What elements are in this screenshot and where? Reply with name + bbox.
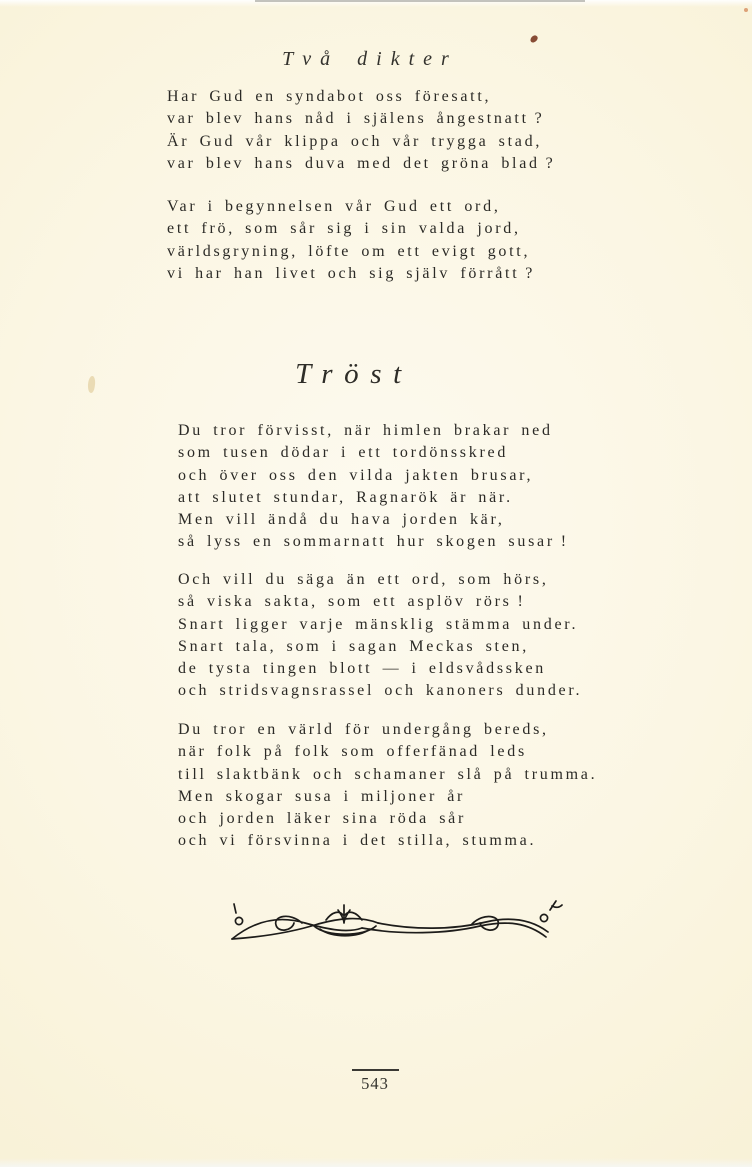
poem-line: som tusen dödar i ett tordönsskred <box>178 444 509 462</box>
poem-line: var blev hans nåd i själens ångestnatt ? <box>167 110 545 128</box>
scan-edge-bottom <box>0 1158 752 1167</box>
edge-speck <box>744 8 748 12</box>
poem-line: när folk på folk som offerfänad leds <box>178 743 527 761</box>
poem-stanza <box>178 420 569 554</box>
poem-line: de tysta tingen blott — i eldsvådssken <box>178 660 547 678</box>
poem-line: världsgryning, löfte om ett evigt gott, <box>167 242 531 260</box>
poem-line: var blev hans duva med det gröna blad ? <box>167 154 556 172</box>
poem-line: Var i begynnelsen vår Gud ett ord, <box>167 198 501 215</box>
poem-line: och vi försvinna i det stilla, stumma. <box>178 832 537 850</box>
poem-line: Du tror förvisst, när himlen brakar ned <box>178 422 553 439</box>
poem-line: och över oss den vilda jakten brusar, <box>178 466 534 484</box>
poem-line: Har Gud en syndabot oss föresatt, <box>167 88 492 105</box>
poem-line: vi har han livet och sig själv förrått ? <box>167 264 536 282</box>
poem-line: Du tror en värld för undergång bereds, <box>178 721 549 738</box>
poem-line: så viska sakta, som ett asplöv rörs ! <box>178 593 526 611</box>
running-head-title: Två dikter <box>282 48 458 70</box>
page-number: 543 <box>361 1074 389 1093</box>
page-number-rule <box>352 1069 399 1071</box>
poem-line: Men skogar susa i miljoner år <box>178 787 466 805</box>
poem-stanza <box>178 569 582 703</box>
poem-line: Snart ligger varje mänsklig stämma under. <box>178 615 579 633</box>
poem-line: Men vill ändå du hava jorden kär, <box>178 511 505 529</box>
flourish-ornament-icon <box>228 897 563 949</box>
poem-stanza <box>167 196 535 285</box>
poem-line: Snart tala, som i sagan Meckas sten, <box>178 637 529 655</box>
poem-line: att slutet stundar, Ragnarök är när. <box>178 488 513 506</box>
poem-line: till slaktbänk och schamaner slå på trumma. <box>178 765 598 783</box>
ink-speck <box>529 34 539 44</box>
scan-edge-top-line <box>255 0 585 2</box>
poem-stanza <box>178 719 597 853</box>
poem-title: Tröst <box>295 358 413 390</box>
poem-line: och jorden läker sina röda sår <box>178 810 467 828</box>
poem-line: ett frö, som sår sig i sin valda jord, <box>167 220 521 238</box>
poem-stanza <box>167 86 556 175</box>
poem-line: Är Gud vår klippa och vår trygga stad, <box>167 132 543 150</box>
poem-line: Och vill du säga än ett ord, som hörs, <box>178 571 549 588</box>
poem-line: så lyss en sommarnatt hur skogen susar ! <box>178 533 569 551</box>
poem-line: och stridsvagnsrassel och kanoners dunder. <box>178 682 583 700</box>
